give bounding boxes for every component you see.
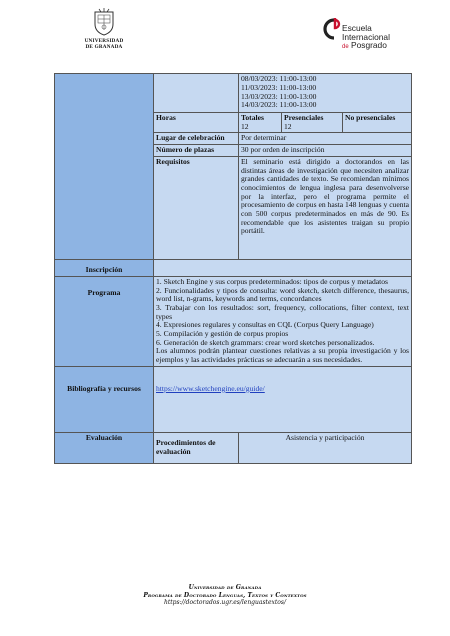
no-presenciales-label: No presenciales: [343, 113, 412, 133]
programa-item: 1. Sketch Engine y sus corpus predeterminados: tipos de corpus y metadatos: [156, 276, 388, 286]
date-line: 08/03/2023: 11:00-13:00: [241, 74, 317, 83]
page-footer: [0, 584, 450, 607]
horas-label: Horas: [154, 113, 239, 133]
evaluacion-row: [55, 432, 412, 463]
date-line: 14/03/2023: 11:00-13:00: [241, 100, 317, 110]
seminar-info-table: [54, 73, 412, 464]
totales-label: Totales: [241, 113, 264, 122]
eip-mark-icon: [320, 16, 344, 46]
inscripcion-row: [55, 259, 412, 276]
programa-item: 3. Trabajar con los resultados: sort, frequency, collocations, filter context, text types: [156, 302, 410, 321]
procedimientos-label: Procedimientos de evaluación: [154, 432, 239, 463]
programa-label: Programa: [55, 276, 154, 366]
ugr-logo: [76, 8, 132, 50]
lugar-label: Lugar de celebración: [154, 133, 239, 145]
bibliografia-cell: [154, 366, 412, 432]
lugar-value: Por determinar: [239, 133, 412, 145]
requisitos-value: El seminario está dirigido a doctorandos en las distintas áreas de investigación que necesiten analizar grandes cantidades de texto. Se recomiendan mínimos conocimientos de lengua inglesa para desenvolverse por la interfaz, pero el programa permite el procesamiento de corpus en hasta 148 lenguas y cuenta con 500 corpus predeterminados en más de 90. Es recomendable que los asistentes traigan su propio portátil.: [239, 156, 412, 259]
plazas-value: 30 por orden de inscripción: [239, 145, 412, 157]
dates-row: [55, 74, 412, 113]
programa-content: [154, 276, 412, 366]
ugr-name: [76, 38, 132, 50]
inscripcion-value: [154, 259, 412, 276]
inscripcion-label: Inscripción: [55, 259, 154, 276]
programa-item: Los alumnos podrán plantear cuestiones relativas a su propia investigación y los ejemplos y las actividades prácticas se adecuarán a sus necesidades.: [156, 346, 410, 365]
presenciales-value: 12: [284, 121, 292, 131]
ugr-name-line1: UNIVERSIDAD: [84, 38, 124, 44]
bibliografia-link[interactable]: https://www.sketchengine.eu/guide/: [156, 383, 265, 393]
page-header: [0, 0, 450, 72]
bibliografia-row: [55, 366, 412, 432]
ugr-shield-icon: [93, 8, 115, 36]
presenciales-label: Presenciales: [284, 113, 324, 122]
programa-item: 5. Compilación y gestión de corpus propios: [156, 329, 289, 339]
plazas-label: Número de plazas: [154, 145, 239, 157]
programa-item: 2. Funcionalidades y tipos de consulta: word sketch, sketch difference, thesaurus, word list, n-grams, keywords and terms, concordances: [156, 285, 410, 304]
dates-cell: [239, 74, 412, 113]
eip-line3: [342, 41, 390, 52]
label-cell-empty: [55, 74, 154, 260]
eip-line1: Escuela: [342, 23, 372, 33]
programa-item: 4. Expresiones regulares y consultas en CQL (Corpus Query Language): [156, 320, 374, 330]
dates-empty-cell: [154, 74, 239, 113]
eip-logo: [320, 16, 400, 60]
footer-url[interactable]: https://doctorados.ugr.es/lenguastextos/: [163, 599, 287, 607]
footer-university: Universidad de Granada: [188, 584, 262, 591]
date-line: 11/03/2023: 11:00-13:00: [241, 82, 317, 92]
programa-row: [55, 276, 412, 366]
eip-line2: Internacional: [342, 31, 390, 42]
totales-cell: [239, 113, 282, 133]
date-line: 13/03/2023: 11:00-13:00: [241, 91, 317, 101]
eip-line3-word: Posgrado: [351, 40, 387, 51]
programa-item: 6. Generación de sketch grammars: crear word sketches personalizados.: [156, 337, 375, 347]
eip-line3-prefix: de: [342, 44, 349, 51]
presenciales-cell: [282, 113, 343, 133]
evaluacion-value: Asistencia y participación: [239, 432, 412, 463]
totales-value: 12: [241, 121, 249, 131]
requisitos-label: Requisitos: [154, 156, 239, 259]
evaluacion-label: Evaluación: [55, 432, 154, 463]
ugr-name-line2: DE GRANADA: [85, 44, 123, 50]
bibliografia-label: Bibliografía y recursos: [55, 366, 154, 432]
footer-program: Programa de Doctorado Lenguas, Textos y Contextos: [143, 591, 307, 599]
eip-text: [342, 24, 390, 52]
